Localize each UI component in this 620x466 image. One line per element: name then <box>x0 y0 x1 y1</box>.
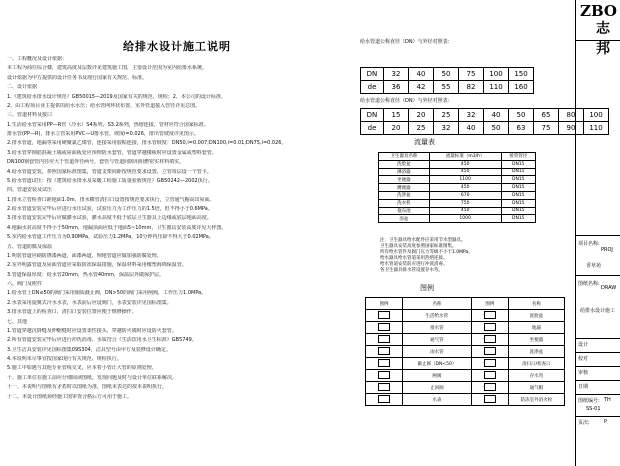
flow-cell: 浴盆 <box>379 215 430 223</box>
flow-cell: DN15 <box>501 215 535 223</box>
note-line: 4.给水管道安装，参照国家标准图集，管道支架间距按规范要求设置，立管每层设一个管卡。 <box>7 168 212 175</box>
legend-symbol-icon <box>471 322 508 334</box>
pipe-symbol-icon <box>378 335 390 343</box>
flow-cell: DN15 <box>501 160 535 168</box>
flow-cell: 蹲便器 <box>379 184 430 192</box>
dn-cell: 80 <box>559 109 584 122</box>
legend-symbol-icon <box>366 322 403 334</box>
note-line: 3.给水管穿钢筋混凝土墙或屋面板处应预埋防水套管，管道穿越楼板时应设置金属或塑料套管。 <box>7 149 217 156</box>
flow-row <box>379 215 536 223</box>
legend-symbol-icon <box>366 334 403 346</box>
dn-cell: DN <box>361 68 384 81</box>
project-label: 项目名称: <box>578 241 600 247</box>
note-line: 一、工程概况及设计依据： <box>7 56 68 62</box>
dn-cell: DN <box>361 109 384 122</box>
dn-cell: 20 <box>384 122 409 135</box>
note-line: 3.排水管道上的检查口、清扫口安装位置应便于维修操作。 <box>7 309 137 316</box>
legend-symbol-icon <box>471 382 508 394</box>
flow-cell: 1100 <box>429 176 501 184</box>
dn-cell: 75 <box>534 122 559 135</box>
flow-cell: 坐便器 <box>379 176 430 184</box>
note-line: 5.室内给水管道工作压力为0.90MPa，试验压力1.2MPa，10分钟内压降不得大于0.02MPa。 <box>7 234 214 241</box>
legend-name: 闸阀 <box>403 370 472 382</box>
legend-row <box>366 322 565 334</box>
legend-header-cell: 名称 <box>508 298 564 310</box>
legend-symbol-icon <box>471 346 508 358</box>
pipe-symbol-icon <box>378 347 390 355</box>
flow-header-cell: 卫生器具名称 <box>379 153 430 161</box>
dn-cell: 15 <box>384 109 409 122</box>
check-label: 校对 <box>578 356 589 362</box>
dn-cell: de <box>361 122 384 135</box>
note-line: DN100钢套管内径应大于管道外径两号，套管与管道间隙用阻燃密实材料填实。 <box>7 159 185 166</box>
note-line: 三、管道材料及接口 <box>7 112 53 119</box>
legend-symbol-icon <box>471 310 508 322</box>
dn-cell: 50 <box>484 122 509 135</box>
note-line: 4.本说明未尽事宜按国家现行有关规范、规程执行。 <box>7 356 122 362</box>
flow-header-cell: 接管管径 <box>501 153 535 161</box>
dn-cell: 40 <box>459 122 484 135</box>
note-line: 2.给水管道安装完毕后应进行水压试验，试验压力为工作压力的1.5倍，但不得小于0.6MPa。 <box>7 206 213 212</box>
drawing-no-label: 图纸编号: <box>578 398 600 404</box>
dn-cell: 160 <box>509 81 534 94</box>
design-notes <box>7 56 352 403</box>
dn-table-1-caption: 给水管道公称直径（DN）与外径对照表： <box>360 39 453 45</box>
approve-label: 审核 <box>578 370 589 376</box>
legend-row <box>366 358 565 370</box>
dn-cell: de <box>361 81 384 94</box>
legend-name: 止回阀 <box>403 382 472 394</box>
legend-symbol-icon <box>471 394 508 406</box>
legend-name: 存水弯 <box>508 370 564 382</box>
legend-name: 雨水管 <box>403 346 472 358</box>
legend-row <box>366 382 565 394</box>
drawing-label: 图纸名称: <box>578 281 600 287</box>
legend-name: 截止阀（DN<50） <box>403 358 472 370</box>
dn-table-2 <box>360 108 609 135</box>
flow-cell: 450 <box>429 184 501 192</box>
pipe-symbol-icon <box>378 323 390 331</box>
flow-cell: 洗涤盆 <box>379 191 430 199</box>
legend-name: 洗涤盆 <box>508 346 564 358</box>
page-label: 页次: <box>578 420 590 426</box>
dn-cell: 150 <box>509 68 534 81</box>
flow-cell: 1000 <box>429 215 501 223</box>
note-line: 3.排水管道安装完毕后应做灌水试验，灌水高度不低于底层卫生器具上边缘或底层地面高度。 <box>7 215 212 222</box>
dn-cell: 40 <box>409 68 434 81</box>
dn-row <box>361 68 534 81</box>
legend-symbol-icon <box>366 382 403 394</box>
flow-cell: 淋浴器 <box>379 168 430 176</box>
project-value: PROJ <box>601 247 613 253</box>
flow-cell: 750 <box>429 199 501 207</box>
dn-cell: 100 <box>584 109 609 122</box>
pipe-symbol-icon <box>484 335 496 343</box>
dn-cell: 42 <box>409 81 434 94</box>
dn-row <box>361 109 609 122</box>
dn-cell: 25 <box>409 122 434 135</box>
pipe-symbol-icon <box>484 371 496 379</box>
note-line: 1.排水立管检查口距地面1.0m，排水横管清扫口设置按规范要求执行，立管通气帽高出屋面。 <box>7 196 215 203</box>
legend-header-cell: 图例 <box>366 298 403 310</box>
flow-footnote: 所有给水管件及阀门压力等级不小于1.0MPa。 <box>380 250 473 255</box>
flow-table <box>378 152 536 223</box>
note-line: 2.水表采用旋翼式冷水水表，水表前后应设阀门，水表安装详见国标图集。 <box>7 299 172 306</box>
dn-table-2-caption: 给水管道公称直径（DN）与外径对照表： <box>360 98 453 104</box>
legend-table <box>365 297 565 406</box>
pipe-symbol-icon <box>378 359 390 367</box>
legend-name: 生活给水管 <box>403 310 472 322</box>
legend-symbol-icon <box>471 370 508 382</box>
dn-row <box>361 122 609 135</box>
dn-cell: 32 <box>384 68 409 81</box>
pipe-symbol-icon <box>484 359 496 367</box>
legend-name: 清扫口/检查口 <box>508 358 564 370</box>
legend-name: 地漏 <box>508 322 564 334</box>
flow-cell: 洗脸盆 <box>379 160 430 168</box>
logo: ZBO <box>580 2 617 20</box>
dn-cell: 65 <box>534 109 559 122</box>
legend-symbol-icon <box>366 370 403 382</box>
dn-row <box>361 81 534 94</box>
note-line: 六、阀门及附件 <box>7 281 43 287</box>
dn-cell: 32 <box>434 122 459 135</box>
note-line: 五、管道防腐及保温 <box>7 243 53 250</box>
legend-caption: 图例 <box>420 284 434 292</box>
dn-cell: 110 <box>484 81 509 94</box>
flow-cell: DN15 <box>501 184 535 192</box>
legend-name: 水表 <box>403 394 472 406</box>
flow-row <box>379 160 536 168</box>
note-line: 5.给水管道试压：按《建筑给水排水及采暖工程施工质量验收规范》GB50242—2002执行。 <box>7 177 213 184</box>
note-line: 1.生活给水管采用PP—R管（冷水）S4系列，S3.2系列，热熔连接，管材应符合国家标准。 <box>7 121 209 128</box>
note-line: 1.明装管道应刷防锈漆两道，面漆两道，埋地管道应做加强防腐处理。 <box>7 252 162 259</box>
dn-cell: 90 <box>559 122 584 135</box>
note-line: 十、施工单位在施工前应仔细阅读图纸，发现问题及时与设计单位联系解决。 <box>7 374 178 381</box>
flow-table-caption: 流量表 <box>414 138 435 146</box>
dn-cell: 100 <box>484 68 509 81</box>
pipe-symbol-icon <box>484 395 496 403</box>
note-line: 4.地漏水封高度不得小于50mm，地漏顶面应低于地面5~10mm，卫生器具安装高度详见大样图。 <box>7 224 227 231</box>
note-line: 设计依据为甲方提供的设计任务书及现行国家有关规范、标准。 <box>7 74 148 81</box>
date-label: 日期 <box>578 384 589 390</box>
flow-cell: DN15 <box>501 207 535 215</box>
note-line: 2.所有管道安装完毕后应进行冲洗消毒，水质符合《生活饮用水卫生标准》GB5749。 <box>7 337 197 344</box>
dn-cell: 110 <box>584 122 609 135</box>
flow-cell: 450 <box>429 168 501 176</box>
legend-symbol-icon <box>471 358 508 370</box>
note-line: 2.室外明露管道及屋面管道应采取防冻保温措施，保温材料采用橡塑海绵保温管。 <box>7 262 187 269</box>
flow-footnote: 给水器具给水管道采用热熔连接。 <box>380 256 448 261</box>
flow-cell: 洗衣机 <box>379 199 430 207</box>
flow-cell: 670 <box>429 191 501 199</box>
note-line: 2.排水管道，地漏等采用硬聚氯乙烯管，连接采用胶粘连接，排水管坡度：DN50,i=0.007;DN100,i=0.01;DN75,i=0.026。 <box>7 140 287 147</box>
legend-row <box>366 370 565 382</box>
note-line: 1.给水管上DN≤50的阀门采用铜质截止阀，DN>50的阀门采用闸阀，工作压力1.0MPa。 <box>7 290 207 297</box>
pipe-symbol-icon <box>378 383 390 391</box>
legend-symbol-icon <box>471 334 508 346</box>
logo-sub: 志邦 <box>596 21 610 57</box>
legend-header-cell: 图例 <box>471 298 508 310</box>
pipe-symbol-icon <box>378 395 390 403</box>
flow-cell: 450 <box>429 207 501 215</box>
legend-row <box>366 310 565 322</box>
pipe-symbol-icon <box>484 323 496 331</box>
flow-header-row <box>379 153 536 161</box>
design-label: 设计 <box>578 342 589 348</box>
pipe-symbol-icon <box>484 311 496 319</box>
drawing-value: DRAW <box>601 285 617 291</box>
flow-footnote: 各卫生器具排水管设置存水弯。 <box>380 268 443 273</box>
dn-cell: 25 <box>434 109 459 122</box>
page-value: P <box>604 419 608 425</box>
legend-name: 排水管 <box>403 322 472 334</box>
legend-name: 通气帽 <box>508 382 564 394</box>
page-title: 给排水设计施工说明 <box>123 40 231 53</box>
note-line: 1.《建筑给水排水设计规范》GB50015—2019及国家有关的规范、规程；2、本公司的设计标准。 <box>7 93 226 100</box>
dn-cell: 82 <box>459 81 484 94</box>
flow-row <box>379 207 536 215</box>
project-value-2: 香草苑 <box>586 263 602 269</box>
flow-footnote: 卫生器具安装高度参照国家标准图集。 <box>380 244 457 249</box>
legend-row <box>366 334 565 346</box>
legend-row <box>366 394 565 406</box>
flow-cell: 450 <box>429 160 501 168</box>
note-line: 二、设计依据 <box>7 84 38 91</box>
note-line: 十一、本说明与图纸有矛盾时以图纸为准，图纸未表达的按本说明执行。 <box>7 384 168 391</box>
note-line: 四、管道安装及试压 <box>7 187 53 194</box>
pipe-symbol-icon <box>484 383 496 391</box>
dn-cell: 55 <box>434 81 459 94</box>
dn-cell: 50 <box>434 68 459 81</box>
pipe-symbol-icon <box>484 347 496 355</box>
dn-cell: 32 <box>459 109 484 122</box>
flow-cell: DN15 <box>501 191 535 199</box>
legend-name: 防冻室外消火栓 <box>508 394 564 406</box>
dn-cell: 63 <box>509 122 534 135</box>
legend-symbol-icon <box>366 358 403 370</box>
note-line: 2、由工程项目业主提供的给水水压；给水管网环状布置，室外管道接入管径详见总图。 <box>7 102 201 109</box>
legend-name: 通气管 <box>403 334 472 346</box>
drawing-no-value-2: SS-01 <box>586 406 601 412</box>
flow-row <box>379 191 536 199</box>
dn-cell: 36 <box>384 81 409 94</box>
dn-cell: 50 <box>509 109 534 122</box>
drawing-value-2: 给排水设计施工 <box>580 308 616 314</box>
note-line: 5.施工中如遇与其他专业管线交叉，应本着小管让大管的原则处理。 <box>7 365 157 372</box>
drawing-no-value: TH <box>604 397 611 403</box>
pipe-symbol-icon <box>378 311 390 319</box>
dn-cell: 20 <box>409 109 434 122</box>
note-line: 1.管道穿越沉降缝及伸缩缝时应设置柔性接头，穿越防火墙时应设防火套管。 <box>7 327 177 334</box>
note-line: 七、其他 <box>7 318 28 325</box>
note-line: 3.管道保温厚度：给水管20mm，热水管40mm，保温层外做保护层。 <box>7 271 164 278</box>
note-line: 本工程为商住综合楼，建筑高度及层数详见建筑施工图，主要设计范围为室内给排水系统。 <box>7 65 208 72</box>
flow-footnotes <box>380 238 570 274</box>
flow-row <box>379 168 536 176</box>
note-line: 3.卫生洁具安装详见国标图集09S304，洁具型号由甲方及装修设计确定。 <box>7 346 171 353</box>
legend-name: 洗脸盆 <box>508 310 564 322</box>
flow-footnote: 注：卫生器具给水配件应采用节水型器具。 <box>380 238 466 243</box>
flow-row <box>379 176 536 184</box>
legend-symbol-icon <box>366 346 403 358</box>
legend-header-row <box>366 298 565 310</box>
legend-header-cell: 名称 <box>403 298 472 310</box>
dn-cell: 40 <box>484 109 509 122</box>
flow-cell: DN15 <box>501 199 535 207</box>
legend-name: 坐便器 <box>508 334 564 346</box>
flow-cell: DN15 <box>501 168 535 176</box>
flow-header-cell: 流量标准（m3/h） <box>429 153 501 161</box>
pipe-symbol-icon <box>378 371 390 379</box>
dn-cell: 75 <box>459 68 484 81</box>
dn-table-1 <box>360 67 534 94</box>
flow-footnote: 给水管道安装前应进行冲洗消毒。 <box>380 262 448 267</box>
title-block <box>575 0 620 466</box>
note-line: 排水管(PP—R)，排水立管采用PVC—U排水管，坡度i=0.026，排出管坡度详见图示。 <box>7 131 199 137</box>
legend-symbol-icon <box>366 310 403 322</box>
legend-row <box>366 346 565 358</box>
flow-row <box>379 199 536 207</box>
legend-symbol-icon <box>366 394 403 406</box>
flow-cell: DN15 <box>501 176 535 184</box>
flow-row <box>379 184 536 192</box>
note-line: 十二、本设计图纸须经施工图审查合格后方可用于施工。 <box>7 393 133 400</box>
flow-cell: 拖布池 <box>379 207 430 215</box>
